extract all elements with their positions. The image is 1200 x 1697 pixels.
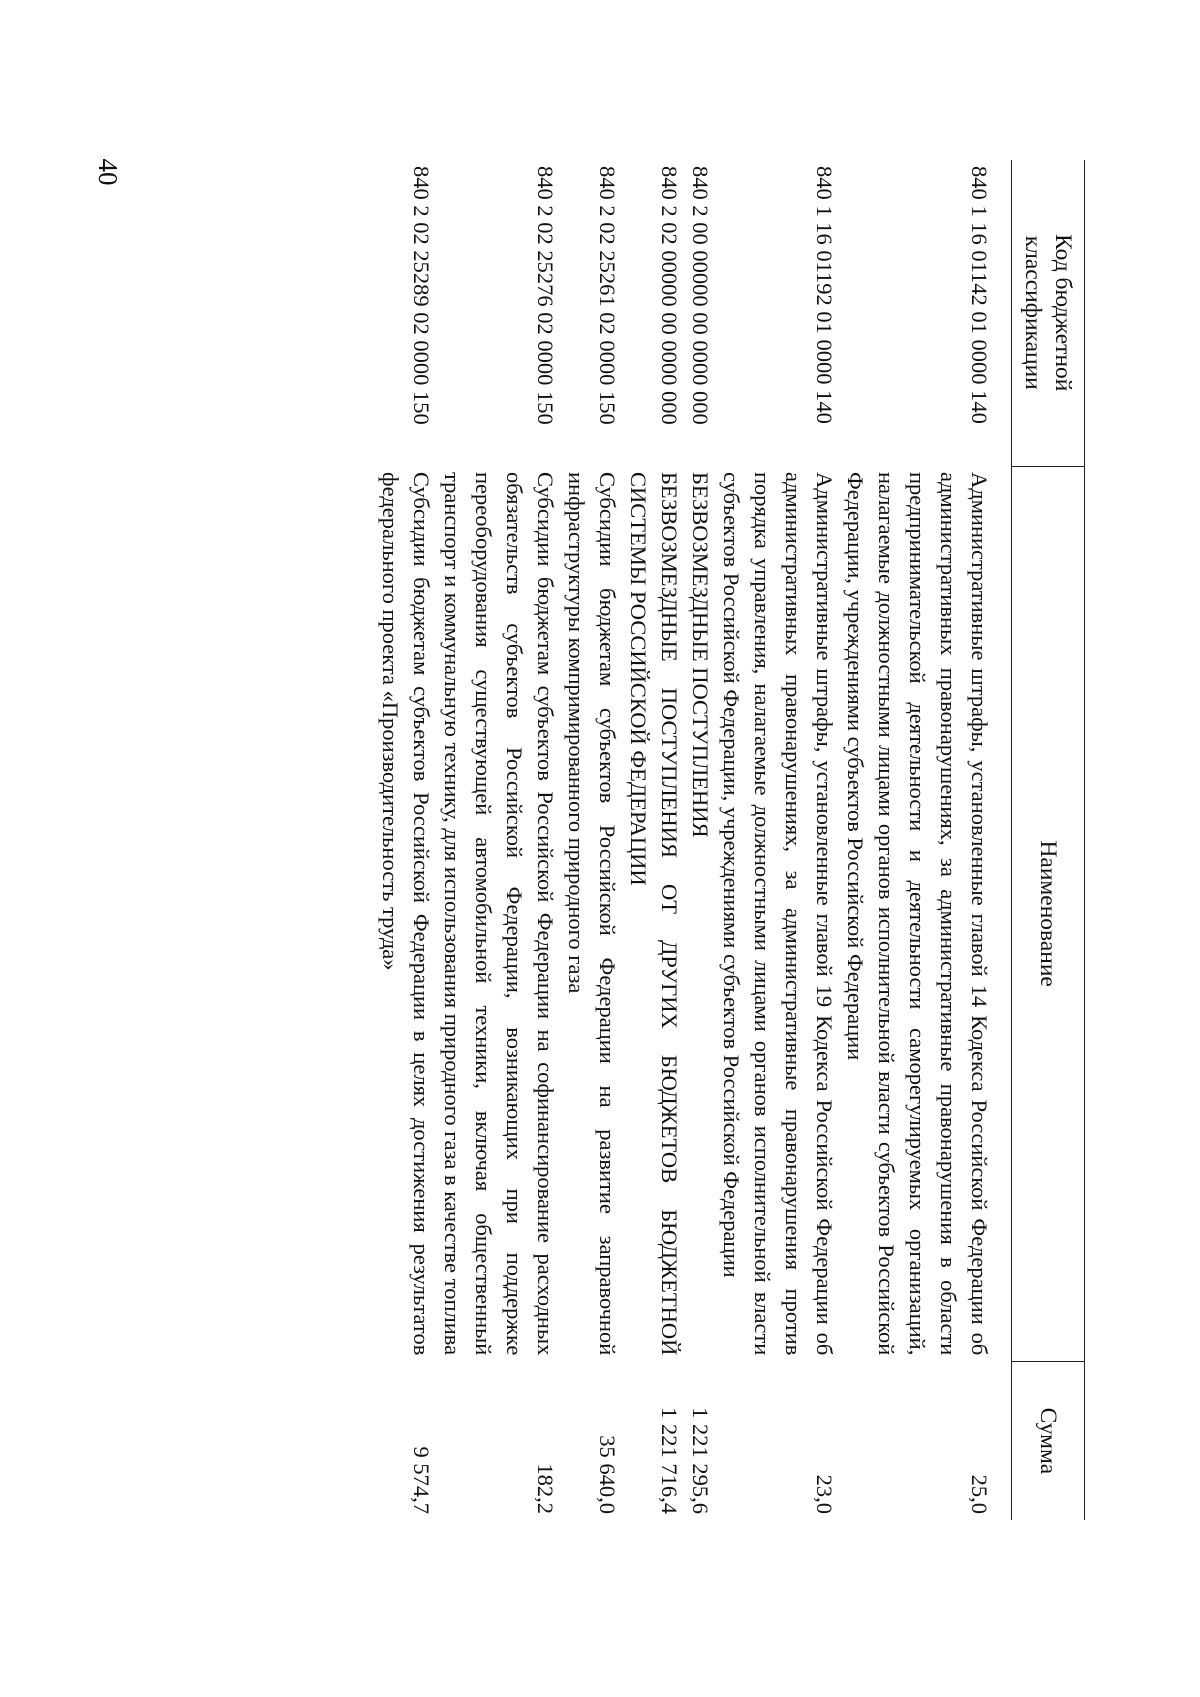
row-sum: 1 221 295,6 bbox=[688, 1407, 713, 1514]
row-code: 840 2 00 00000 00 0000 000 bbox=[688, 166, 713, 425]
row-name: БЕЗВОЗМЕЗДНЫЕ ПОСТУПЛЕНИЯ bbox=[688, 472, 713, 838]
budget-table bbox=[375, 160, 1085, 1520]
row-code: 840 2 02 25261 02 0000 150 bbox=[595, 166, 620, 425]
header-code: Код бюджетной классификации bbox=[1012, 160, 1085, 466]
table-row bbox=[716, 160, 840, 1520]
row-code: 840 2 02 00000 00 0000 000 bbox=[657, 166, 682, 425]
row-name: Административные штрафы, установленные главой 14 Кодекса Российской Федерации об административных правонарушениях, за административные правонарушения в области предпринимательской деятельности и деятельности саморегулируемых организаций, налагаемые должностными лицами органов исполнительной власти субъектов Российской Федерации, учреждениями субъектов Российской Федерации bbox=[843, 472, 992, 1356]
row-code: 840 2 02 25276 02 0000 150 bbox=[533, 166, 558, 425]
row-sum: 23,0 bbox=[812, 1474, 837, 1514]
page-number bbox=[68, 152, 128, 192]
row-name: Субсидии бюджетам субъектов Российской Федерации на развитие заправочной инфраструктуры компримированного природного газа bbox=[564, 472, 620, 1356]
header-name: Наименование bbox=[1012, 466, 1085, 1361]
header-sum: Сумма bbox=[1012, 1361, 1085, 1520]
table-row bbox=[437, 160, 561, 1520]
table-row bbox=[375, 160, 437, 1520]
table-row bbox=[561, 160, 623, 1520]
table-row bbox=[840, 160, 1012, 1520]
row-sum: 35 640,0 bbox=[595, 1435, 620, 1514]
row-name: Административные штрафы, установленные главой 19 Кодекса Российской Федерации об административных правонарушениях, за административные правонарушения против порядка управления, налагаемые должностными лицами органов исполнительной власти субъектов Российской Федерации, учреждениями субъектов Российской Федерации bbox=[719, 472, 837, 1356]
row-sum: 25,0 bbox=[967, 1474, 992, 1514]
row-code: 840 1 16 01142 01 0000 140 bbox=[967, 166, 992, 424]
table-header-row bbox=[1012, 160, 1085, 1520]
row-name: Субсидии бюджетам субъектов Российской Федерации в целях достижения результатов федерального проекта «Производительность труда» bbox=[378, 472, 434, 1356]
row-name: БЕЗВОЗМЕЗДНЫЕ ПОСТУПЛЕНИЯ ОТ ДРУГИХ БЮДЖЕТОВ БЮДЖЕТНОЙ СИСТЕМЫ РОССИЙСКОЙ ФЕДЕРАЦИИ bbox=[626, 472, 682, 1356]
table-row bbox=[685, 160, 716, 1520]
row-sum: 9 574,7 bbox=[409, 1446, 434, 1514]
row-code: 840 1 16 01192 01 0000 140 bbox=[812, 166, 837, 424]
row-name: Субсидии бюджетам субъектов Российской Федерации на софинансирование расходных обязательств субъектов Российской Федерации, возникающих при поддержке переоборудования существующей автомобильной техники, включая общественный транспорт и коммунальную технику, для использования природного газа в качестве топлива bbox=[440, 472, 558, 1356]
table-row bbox=[623, 160, 685, 1520]
page-number-text: 40 bbox=[93, 158, 123, 186]
row-code: 840 2 02 25289 02 0000 150 bbox=[409, 166, 434, 425]
row-sum: 1 221 716,4 bbox=[657, 1407, 682, 1514]
row-sum: 182,2 bbox=[533, 1463, 558, 1514]
